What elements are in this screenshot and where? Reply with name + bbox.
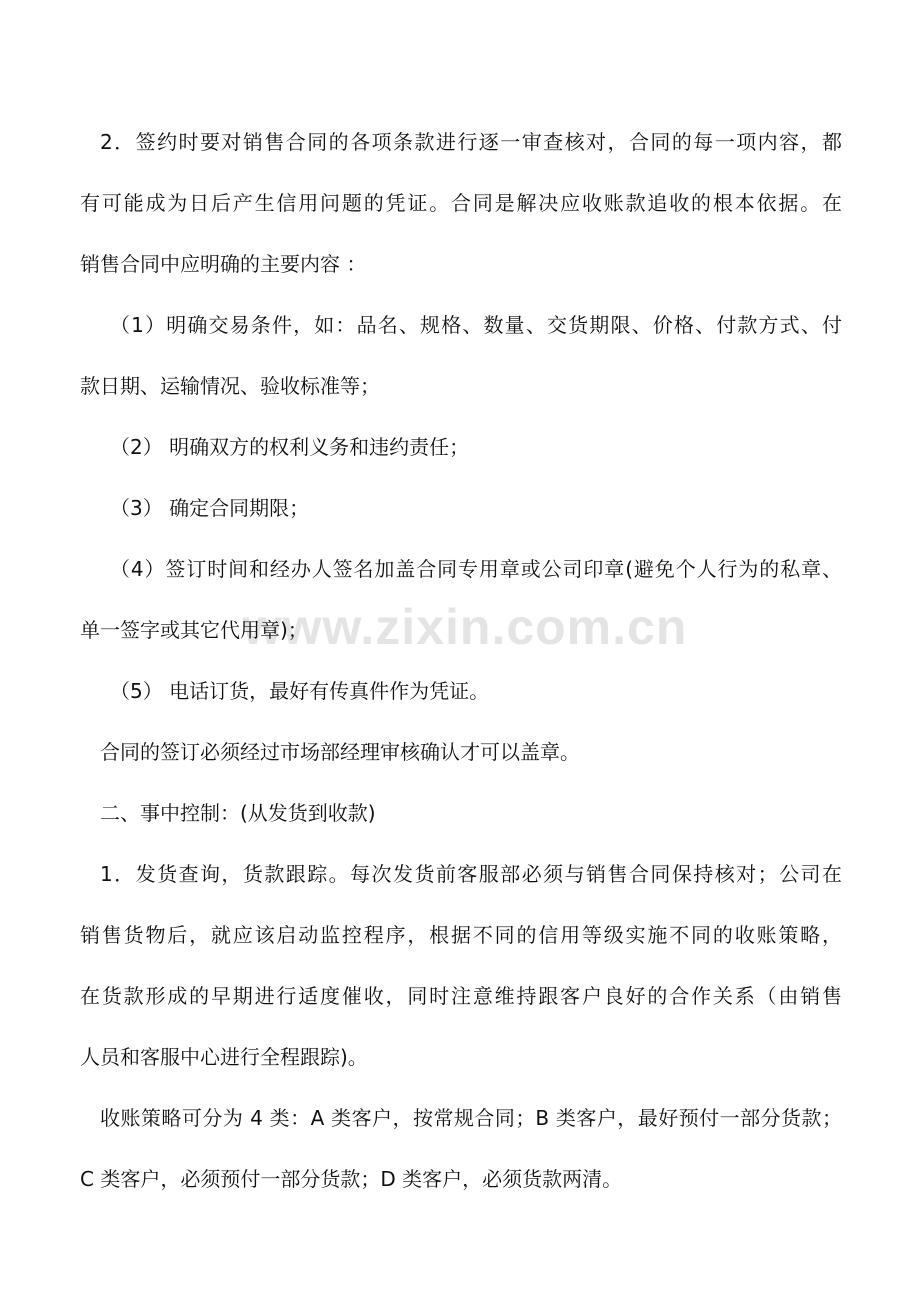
paragraph-line: （3） 确定合同期限； bbox=[110, 496, 310, 520]
paragraph-line: （5） 电话订货，最好有传真件作为凭证。 bbox=[110, 679, 490, 703]
paragraph-line: 2．签约时要对销售合同的各项条款进行逐一审查核对，合同的每一项内容，都 bbox=[100, 130, 842, 154]
paragraph-line: 款日期、运输情况、验收标准等； bbox=[80, 374, 380, 398]
paragraph-line: （4）签订时间和经办人签名加盖合同专用章或公司印章(避免个人行为的私章、 bbox=[110, 557, 842, 581]
paragraph-line: 合同的签订必须经过市场部经理审核确认才可以盖章。 bbox=[100, 740, 580, 764]
paragraph-line: 单一签字或其它代用章)； bbox=[80, 618, 308, 642]
paragraph-line: （2） 明确双方的权利义务和违约责任； bbox=[110, 435, 470, 459]
paragraph-line: 收账策略可分为 4 类：A 类客户，按常规合同；B 类客户，最好预付一部分货款； bbox=[100, 1106, 842, 1130]
paragraph-line: 1．发货查询，货款跟踪。每次发货前客服部必须与销售合同保持核对；公司在 bbox=[100, 862, 842, 886]
paragraph-line: 销售合同中应明确的主要内容 ： bbox=[80, 252, 367, 276]
section-heading: 二、事中控制：(从发货到收款) bbox=[100, 801, 376, 825]
paragraph-line: 人员和客服中心进行全程跟踪)。 bbox=[80, 1045, 368, 1069]
watermark: www.zixin.com.cn bbox=[242, 599, 688, 655]
paragraph-line: C 类客户，必须预付一部分货款；D 类客户，必须货款两清。 bbox=[80, 1167, 623, 1191]
paragraph-line: 销售货物后，就应该启动监控程序，根据不同的信用等级实施不同的收账策略， bbox=[80, 923, 842, 947]
document-body bbox=[80, 112, 842, 1210]
paragraph-line: 在货款形成的早期进行适度催收，同时注意维持跟客户良好的合作关系（由销售 bbox=[80, 984, 842, 1008]
paragraph-line: （1）明确交易条件，如：品名、规格、数量、交货期限、价格、付款方式、付 bbox=[110, 313, 842, 337]
paragraph-line: 有可能成为日后产生信用问题的凭证。合同是解决应收账款追收的根本依据。在 bbox=[80, 191, 842, 215]
